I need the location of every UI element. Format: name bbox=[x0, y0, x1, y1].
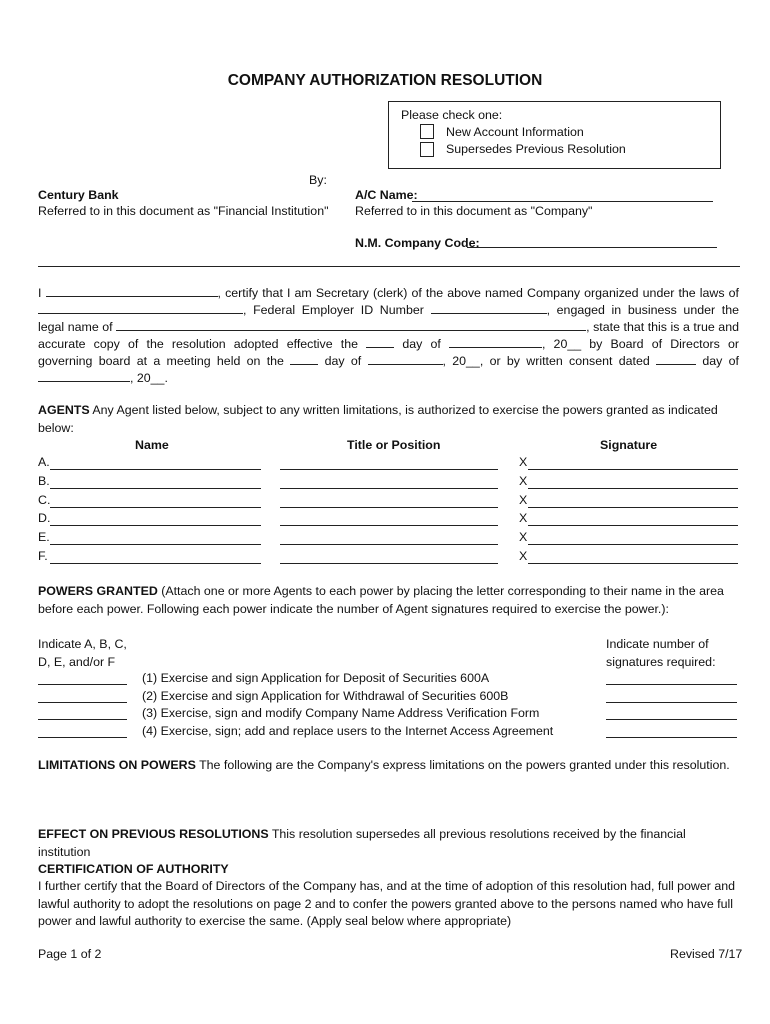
cert-line-3: legal name of , state that this is a true and bbox=[38, 320, 739, 334]
agents-col-title: Title or Position bbox=[347, 438, 441, 452]
power-signatures-required-field[interactable] bbox=[606, 684, 737, 685]
certification-heading: CERTIFICATION OF AUTHORITY bbox=[38, 862, 229, 876]
agent-letter: C. bbox=[38, 492, 51, 507]
agent-title-field[interactable] bbox=[280, 469, 498, 470]
effective-day-field[interactable] bbox=[366, 336, 394, 348]
power-signatures-required-field[interactable] bbox=[606, 737, 737, 738]
agent-signature-field[interactable] bbox=[528, 525, 738, 526]
institution-name: Century Bank bbox=[38, 188, 119, 202]
section-divider bbox=[38, 266, 740, 267]
signature-x-mark: X bbox=[519, 511, 528, 526]
agent-name-field[interactable] bbox=[50, 544, 261, 545]
powers-left-label-1: Indicate A, B, C, bbox=[38, 637, 127, 651]
new-account-label: New Account Information bbox=[446, 125, 584, 139]
institution-description: Referred to in this document as "Financial Institution" bbox=[38, 204, 329, 218]
agent-name-field[interactable] bbox=[50, 469, 261, 470]
agent-letter: A. bbox=[38, 455, 50, 469]
agent-title-field[interactable] bbox=[280, 525, 498, 526]
signature-x-mark: X bbox=[519, 549, 528, 563]
ac-name-label: A/C Name: bbox=[355, 188, 418, 202]
agents-col-name: Name bbox=[135, 438, 169, 452]
agent-signature-field[interactable] bbox=[528, 563, 738, 564]
powers-right-label-2: signatures required: bbox=[606, 655, 716, 669]
check-one-prompt: Please check one: bbox=[401, 108, 503, 122]
secretary-name-field[interactable] bbox=[46, 285, 218, 297]
nm-company-code-field[interactable] bbox=[467, 247, 717, 248]
powers-right-label-1: Indicate number of bbox=[606, 637, 709, 651]
page-title: COMPANY AUTHORIZATION RESOLUTION bbox=[227, 72, 543, 89]
signature-x-mark: X bbox=[519, 473, 528, 488]
agent-letter: B. bbox=[38, 473, 50, 488]
supersedes-label: Supersedes Previous Resolution bbox=[446, 142, 626, 156]
signature-x-mark: X bbox=[519, 530, 528, 545]
agents-paragraph: AGENTS Any Agent listed below, subject to any written limitations, is authorized to exercise the powers granted as indicated below: bbox=[38, 403, 718, 435]
signature-x-mark: X bbox=[519, 455, 528, 469]
agent-title-field[interactable] bbox=[280, 488, 498, 489]
state-of-organization-field[interactable] bbox=[38, 302, 243, 314]
limitations-paragraph: LIMITATIONS ON POWERS The following are the Company's express limitations on the powers granted under this resolution. bbox=[38, 758, 730, 772]
cert-line-1: I , certify that I am Secretary (clerk) of the above named Company organized under the laws of bbox=[38, 286, 739, 300]
consent-month-field[interactable] bbox=[38, 370, 130, 382]
cert-line-5: governing board at a meeting held on the day of , 20__, or by written consent dated day of bbox=[38, 354, 740, 368]
check-one-panel bbox=[388, 101, 721, 169]
meeting-month-field[interactable] bbox=[368, 353, 443, 365]
power-agent-letters-field[interactable] bbox=[38, 737, 127, 738]
power-item-text: (2) Exercise and sign Application for Withdrawal of Securities 600B bbox=[142, 688, 509, 703]
agent-title-field[interactable] bbox=[280, 544, 498, 545]
effective-month-field[interactable] bbox=[449, 336, 542, 348]
power-signatures-required-field[interactable] bbox=[606, 702, 737, 703]
agent-name-field[interactable] bbox=[50, 563, 261, 564]
consent-day-field[interactable] bbox=[656, 353, 696, 365]
agent-letter: F. bbox=[38, 549, 48, 563]
certification-text: I further certify that the Board of Directors of the Company has, and at the time of adoption of this resolution had, full power and lawful authority to adopt the resolutions on page 2 and to confer the powers granted above to the persons named who have full power and lawful authority to exercise the same. (Apply seal below where appropriate) bbox=[38, 879, 736, 928]
ac-name-field[interactable] bbox=[412, 201, 713, 202]
cert-line-2: , Federal Employer ID Number , engaged in business under the bbox=[38, 302, 739, 317]
footer-page-number: Page 1 of 2 bbox=[38, 947, 102, 961]
supersedes-checkbox[interactable] bbox=[420, 142, 434, 157]
agents-col-signature: Signature bbox=[600, 438, 658, 452]
footer-revision: Revised 7/17 bbox=[670, 947, 743, 961]
legal-name-field[interactable] bbox=[116, 319, 586, 331]
effect-paragraph: EFFECT ON PREVIOUS RESOLUTIONS This resolution supersedes all previous resolutions received by the financial institution bbox=[38, 827, 686, 859]
agent-letter: E. bbox=[38, 530, 50, 545]
power-item-text: (1) Exercise and sign Application for Deposit of Securities 600A bbox=[142, 671, 490, 685]
meeting-day-field[interactable] bbox=[290, 353, 318, 365]
company-description: Referred to in this document as "Company" bbox=[355, 204, 593, 218]
powers-paragraph: POWERS GRANTED (Attach one or more Agents to each power by placing the letter corresponding to their name in the area before each power. Following each power indicate the number of Agent signatures required to exercise the power.): bbox=[38, 584, 724, 616]
agent-signature-field[interactable] bbox=[528, 488, 738, 489]
agent-signature-field[interactable] bbox=[528, 507, 738, 508]
power-item-text: (3) Exercise, sign and modify Company Name Address Verification Form bbox=[142, 706, 540, 721]
cert-line-6: , 20__. bbox=[38, 370, 168, 385]
new-account-checkbox[interactable] bbox=[420, 124, 434, 139]
cert-line-4: accurate copy of the resolution adopted effective the day of , 20__ by Board of Directors or bbox=[38, 337, 739, 351]
agent-letter: D. bbox=[38, 511, 51, 526]
nm-company-code-label: N.M. Company Code: bbox=[355, 236, 480, 250]
by-label: By: bbox=[309, 173, 327, 187]
signature-x-mark: X bbox=[519, 492, 528, 507]
agent-name-field[interactable] bbox=[50, 488, 261, 489]
power-agent-letters-field[interactable] bbox=[38, 719, 127, 720]
agent-title-field[interactable] bbox=[280, 507, 498, 508]
power-agent-letters-field[interactable] bbox=[38, 684, 127, 685]
power-item-text: (4) Exercise, sign; add and replace users to the Internet Access Agreement bbox=[142, 723, 554, 738]
agent-signature-field[interactable] bbox=[528, 544, 738, 545]
power-agent-letters-field[interactable] bbox=[38, 702, 127, 703]
power-signatures-required-field[interactable] bbox=[606, 719, 737, 720]
agent-title-field[interactable] bbox=[280, 563, 498, 564]
agent-signature-field[interactable] bbox=[528, 469, 738, 470]
powers-left-label-2: D, E, and/or F bbox=[38, 655, 116, 669]
agent-name-field[interactable] bbox=[50, 507, 261, 508]
federal-employer-id-field[interactable] bbox=[431, 302, 547, 314]
agent-name-field[interactable] bbox=[50, 525, 261, 526]
